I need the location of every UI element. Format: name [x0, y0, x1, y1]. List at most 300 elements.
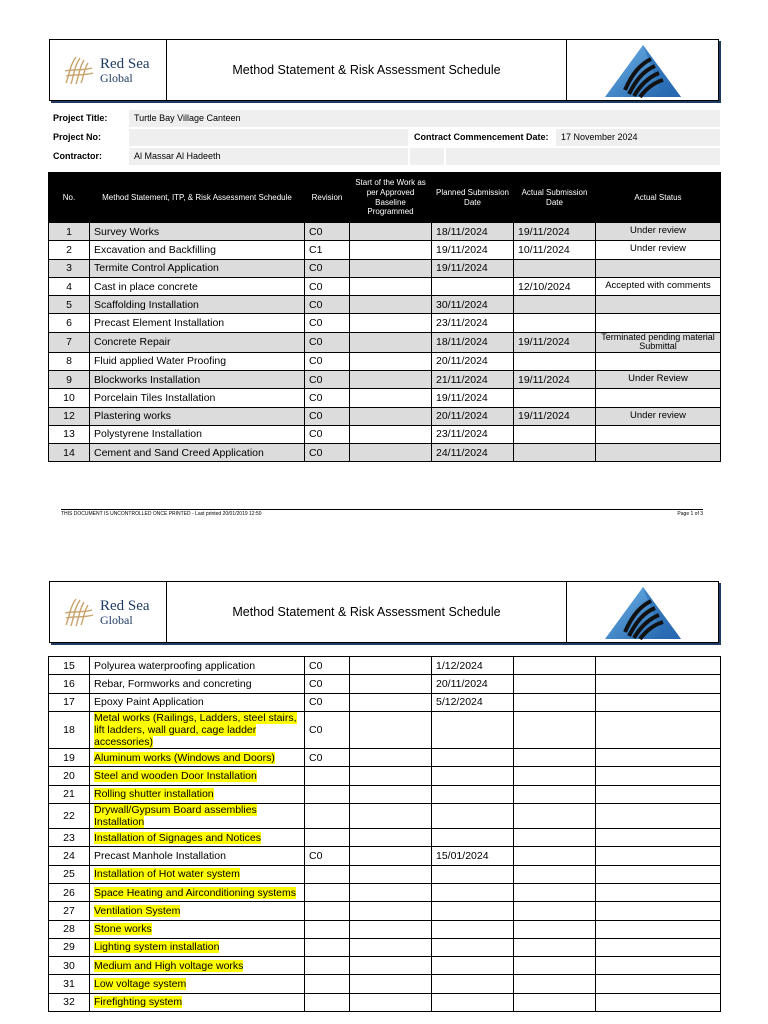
row-number-cell: 22 [49, 803, 90, 828]
table-row [49, 693, 721, 711]
method-statement-name-cell: Plastering works [90, 407, 305, 425]
col-header-method: Method Statement, ITP, & Risk Assessment Schedule [90, 173, 305, 223]
revision-cell [305, 993, 350, 1011]
planned-date-cell: 20/11/2024 [432, 352, 514, 370]
baseline-start-cell [350, 847, 432, 865]
contractor-value: Al Massar Al Hadeeth [129, 148, 408, 165]
project-no-label: Project No: [53, 132, 102, 142]
brand-logo [50, 40, 167, 100]
row-number-cell: 30 [49, 957, 90, 975]
baseline-start-cell [350, 957, 432, 975]
table-row [49, 767, 721, 785]
table-row [49, 711, 721, 748]
row-number-cell: 12 [49, 407, 90, 425]
actual-date-cell [514, 920, 596, 938]
row-number-cell: 17 [49, 693, 90, 711]
col-header-status: Actual Status [596, 173, 721, 223]
actual-date-cell [514, 259, 596, 277]
actual-date-cell [514, 693, 596, 711]
planned-date-cell: 24/11/2024 [432, 444, 514, 462]
table-row [49, 332, 721, 352]
method-statement-name-cell [90, 993, 305, 1011]
planned-date-cell [432, 785, 514, 803]
actual-date-cell: 19/11/2024 [514, 332, 596, 352]
project-title-row [48, 110, 720, 127]
revision-cell: C1 [305, 241, 350, 259]
table-row [49, 785, 721, 803]
schedule-body-page1 [49, 223, 721, 462]
row-number-cell: 6 [49, 314, 90, 332]
row-number-cell: 20 [49, 767, 90, 785]
col-header-actual: Actual Submission Date [514, 173, 596, 223]
actual-status-cell: Terminated pending material Submittal [596, 332, 721, 352]
planned-date-cell: 23/11/2024 [432, 425, 514, 443]
actual-date-cell: 19/11/2024 [514, 407, 596, 425]
highlighted-method-name: Stone works [94, 923, 152, 936]
brand-logo-icon [62, 53, 96, 87]
actual-date-cell [514, 389, 596, 407]
document-title: Method Statement & Risk Assessment Schedule [232, 605, 501, 619]
actual-date-cell [514, 902, 596, 920]
table-row [49, 675, 721, 693]
actual-status-cell [596, 352, 721, 370]
project-no-row [48, 129, 720, 146]
highlighted-method-name: Installation of Hot water system [94, 868, 240, 881]
brand-logo [50, 582, 167, 642]
revision-cell: C0 [305, 711, 350, 748]
revision-cell: C0 [305, 847, 350, 865]
actual-status-cell: Under review [596, 223, 721, 241]
row-number-cell: 13 [49, 425, 90, 443]
method-statement-name-cell: Precast Element Installation [90, 314, 305, 332]
actual-status-cell: Under Review [596, 370, 721, 388]
baseline-start-cell [350, 277, 432, 295]
revision-cell: C0 [305, 749, 350, 767]
actual-date-cell [514, 675, 596, 693]
baseline-start-cell [350, 314, 432, 332]
method-statement-name-cell: Polystyrene Installation [90, 425, 305, 443]
planned-date-cell [432, 902, 514, 920]
actual-status-cell [596, 993, 721, 1011]
baseline-start-cell [350, 352, 432, 370]
revision-cell: C0 [305, 314, 350, 332]
footer-disclaimer: THIS DOCUMENT IS UNCONTROLLED ONCE PRINTED - Last printed 20/01/2019 12:50 [61, 511, 262, 517]
method-statement-name-cell: Fluid applied Water Proofing [90, 352, 305, 370]
method-statement-name-cell [90, 902, 305, 920]
actual-date-cell: 19/11/2024 [514, 223, 596, 241]
actual-status-cell [596, 425, 721, 443]
revision-cell [305, 883, 350, 901]
row-number-cell: 8 [49, 352, 90, 370]
actual-status-cell [596, 902, 721, 920]
project-title-value: Turtle Bay Village Canteen [129, 110, 720, 127]
actual-status-cell [596, 865, 721, 883]
revision-cell: C0 [305, 407, 350, 425]
commencement-label: Contract Commencement Date: [414, 132, 549, 142]
brand-name-line1: Red Sea [100, 597, 150, 614]
actual-status-cell [596, 693, 721, 711]
row-number-cell: 18 [49, 711, 90, 748]
table-row [49, 444, 721, 462]
actual-date-cell [514, 711, 596, 748]
baseline-start-cell [350, 993, 432, 1011]
row-number-cell: 19 [49, 749, 90, 767]
highlighted-method-name: Installation of Signages and Notices [94, 831, 261, 844]
commencement-value: 17 November 2024 [556, 129, 720, 146]
planned-date-cell: 5/12/2024 [432, 693, 514, 711]
planned-date-cell: 18/11/2024 [432, 332, 514, 352]
method-statement-name-cell: Excavation and Backfilling [90, 241, 305, 259]
row-number-cell: 4 [49, 277, 90, 295]
table-row [49, 803, 721, 828]
table-row [49, 241, 721, 259]
revision-cell [305, 785, 350, 803]
actual-status-cell [596, 785, 721, 803]
method-statement-name-cell [90, 785, 305, 803]
table-row [49, 865, 721, 883]
row-number-cell: 23 [49, 829, 90, 847]
revision-cell [305, 767, 350, 785]
actual-status-cell [596, 803, 721, 828]
revision-cell [305, 803, 350, 828]
table-row [49, 749, 721, 767]
table-row [49, 223, 721, 241]
baseline-start-cell [350, 975, 432, 993]
revision-cell [305, 829, 350, 847]
row-number-cell: 16 [49, 675, 90, 693]
highlighted-method-name: Rolling shutter installation [94, 788, 214, 801]
row-number-cell: 9 [49, 370, 90, 388]
baseline-start-cell [350, 444, 432, 462]
revision-cell: C0 [305, 296, 350, 314]
table-row [49, 993, 721, 1011]
revision-cell: C0 [305, 693, 350, 711]
planned-date-cell [432, 993, 514, 1011]
actual-date-cell [514, 938, 596, 956]
highlighted-method-name: Steel and wooden Door Installation [94, 769, 257, 782]
planned-date-cell [432, 975, 514, 993]
footer-page-number: Page 1 of 3 [677, 511, 703, 517]
planned-date-cell [432, 829, 514, 847]
actual-date-cell [514, 352, 596, 370]
table-row [49, 407, 721, 425]
baseline-start-cell [350, 675, 432, 693]
planned-date-cell [432, 865, 514, 883]
table-row [49, 902, 721, 920]
method-statement-name-cell [90, 975, 305, 993]
baseline-start-cell [350, 425, 432, 443]
table-row [49, 425, 721, 443]
baseline-start-cell [350, 407, 432, 425]
row-number-cell: 5 [49, 296, 90, 314]
actual-date-cell [514, 749, 596, 767]
page-footer [61, 509, 703, 517]
baseline-start-cell [350, 767, 432, 785]
row-number-cell: 24 [49, 847, 90, 865]
actual-status-cell [596, 675, 721, 693]
row-number-cell: 10 [49, 389, 90, 407]
highlighted-method-name: Aluminum works (Windows and Doors) [94, 751, 275, 764]
table-row [49, 957, 721, 975]
schedule-table-page2 [48, 656, 721, 1012]
row-number-cell: 3 [49, 259, 90, 277]
planned-date-cell: 19/11/2024 [432, 241, 514, 259]
row-number-cell: 31 [49, 975, 90, 993]
method-statement-name-cell [90, 938, 305, 956]
actual-date-cell [514, 847, 596, 865]
actual-status-cell [596, 444, 721, 462]
emblem [566, 40, 718, 100]
actual-status-cell [596, 749, 721, 767]
revision-cell: C0 [305, 425, 350, 443]
table-row [49, 389, 721, 407]
revision-cell: C0 [305, 259, 350, 277]
actual-status-cell [596, 920, 721, 938]
revision-cell [305, 865, 350, 883]
actual-status-cell [596, 957, 721, 975]
method-statement-name-cell [90, 749, 305, 767]
revision-cell: C0 [305, 223, 350, 241]
highlighted-method-name: Space Heating and Airconditioning systems [94, 886, 296, 899]
row-number-cell: 28 [49, 920, 90, 938]
highlighted-method-name: Firefighting system [94, 996, 183, 1009]
baseline-start-cell [350, 296, 432, 314]
actual-date-cell [514, 865, 596, 883]
planned-date-cell: 20/11/2024 [432, 407, 514, 425]
brand-logo-icon [62, 595, 96, 629]
actual-status-cell: Accepted with comments [596, 277, 721, 295]
planned-date-cell [432, 749, 514, 767]
row-number-cell: 25 [49, 865, 90, 883]
baseline-start-cell [350, 241, 432, 259]
planned-date-cell: 20/11/2024 [432, 675, 514, 693]
baseline-start-cell [350, 902, 432, 920]
method-statement-name-cell [90, 883, 305, 901]
actual-status-cell: Under review [596, 241, 721, 259]
baseline-start-cell [350, 883, 432, 901]
planned-date-cell: 21/11/2024 [432, 370, 514, 388]
blue-triangle-emblem-icon [603, 584, 683, 640]
planned-date-cell [432, 883, 514, 901]
actual-status-cell [596, 259, 721, 277]
revision-cell [305, 957, 350, 975]
page1-header [49, 39, 719, 101]
highlighted-method-name: Lighting system installation [94, 941, 220, 954]
baseline-start-cell [350, 749, 432, 767]
revision-cell [305, 902, 350, 920]
table-row [49, 975, 721, 993]
highlighted-method-name: Low voltage system [94, 978, 187, 991]
planned-date-cell: 15/01/2024 [432, 847, 514, 865]
actual-date-cell: 19/11/2024 [514, 370, 596, 388]
row-number-cell: 15 [49, 657, 90, 675]
blue-triangle-emblem-icon [603, 42, 683, 98]
revision-cell: C0 [305, 352, 350, 370]
revision-cell [305, 975, 350, 993]
schedule-body-page2 [49, 657, 721, 1012]
method-statement-name-cell: Termite Control Application [90, 259, 305, 277]
method-statement-name-cell: Cast in place concrete [90, 277, 305, 295]
method-statement-name-cell: Blockworks Installation [90, 370, 305, 388]
table-header-row [49, 173, 721, 223]
actual-status-cell [596, 296, 721, 314]
planned-date-cell: 19/11/2024 [432, 259, 514, 277]
highlighted-method-name: Medium and High voltage works [94, 959, 244, 972]
method-statement-name-cell: Rebar, Formworks and concreting [90, 675, 305, 693]
col-header-revision: Revision [305, 173, 350, 223]
method-statement-name-cell [90, 920, 305, 938]
method-statement-name-cell [90, 767, 305, 785]
revision-cell: C0 [305, 657, 350, 675]
table-row [49, 259, 721, 277]
actual-date-cell [514, 444, 596, 462]
method-statement-name-cell [90, 803, 305, 828]
revision-cell: C0 [305, 332, 350, 352]
table-row [49, 938, 721, 956]
planned-date-cell: 18/11/2024 [432, 223, 514, 241]
table-row [49, 847, 721, 865]
actual-date-cell [514, 425, 596, 443]
method-statement-name-cell: Scaffolding Installation [90, 296, 305, 314]
highlighted-method-name: Metal works (Railings, Ladders, steel stairs, lift ladders, wall guard, cage ladder accessories) [94, 711, 297, 749]
row-number-cell: 7 [49, 332, 90, 352]
method-statement-name-cell: Survey Works [90, 223, 305, 241]
method-statement-name-cell: Porcelain Tiles Installation [90, 389, 305, 407]
baseline-start-cell [350, 829, 432, 847]
document-title: Method Statement & Risk Assessment Schedule [232, 63, 501, 77]
revision-cell: C0 [305, 370, 350, 388]
method-statement-name-cell [90, 711, 305, 748]
brand-name-line1: Red Sea [100, 55, 150, 72]
contractor-label: Contractor: [53, 151, 102, 161]
actual-date-cell [514, 767, 596, 785]
planned-date-cell [432, 957, 514, 975]
table-row [49, 829, 721, 847]
row-number-cell: 26 [49, 883, 90, 901]
planned-date-cell [432, 711, 514, 748]
method-statement-name-cell [90, 957, 305, 975]
actual-status-cell [596, 711, 721, 748]
actual-date-cell [514, 883, 596, 901]
actual-status-cell [596, 829, 721, 847]
table-row [49, 314, 721, 332]
actual-date-cell [514, 657, 596, 675]
revision-cell: C0 [305, 675, 350, 693]
contractor-row [48, 148, 720, 165]
actual-status-cell [596, 657, 721, 675]
method-statement-name-cell: Precast Manhole Installation [90, 847, 305, 865]
table-row [49, 352, 721, 370]
row-number-cell: 14 [49, 444, 90, 462]
method-statement-name-cell [90, 829, 305, 847]
highlighted-method-name: Drywall/Gypsum Board assemblies Installation [94, 803, 257, 829]
actual-status-cell [596, 847, 721, 865]
actual-date-cell [514, 785, 596, 803]
method-statement-name-cell: Cement and Sand Creed Application [90, 444, 305, 462]
planned-date-cell [432, 277, 514, 295]
table-row [49, 657, 721, 675]
page2-header [49, 581, 719, 643]
brand-name-line2: Global [100, 612, 133, 627]
actual-status-cell [596, 975, 721, 993]
brand-name-line2: Global [100, 70, 133, 85]
schedule-table-page1 [48, 172, 721, 462]
baseline-start-cell [350, 711, 432, 748]
method-statement-name-cell: Polyurea waterproofing application [90, 657, 305, 675]
planned-date-cell: 1/12/2024 [432, 657, 514, 675]
contractor-extra-box [446, 148, 720, 165]
planned-date-cell [432, 938, 514, 956]
planned-date-cell: 19/11/2024 [432, 389, 514, 407]
actual-status-cell: Under review [596, 407, 721, 425]
row-number-cell: 1 [49, 223, 90, 241]
baseline-start-cell [350, 920, 432, 938]
baseline-start-cell [350, 332, 432, 352]
revision-cell [305, 938, 350, 956]
project-title-label: Project Title: [53, 113, 108, 123]
project-no-value [129, 129, 408, 146]
method-statement-name-cell: Epoxy Paint Application [90, 693, 305, 711]
actual-status-cell [596, 938, 721, 956]
baseline-start-cell [350, 370, 432, 388]
method-statement-name-cell: Concrete Repair [90, 332, 305, 352]
table-row [49, 296, 721, 314]
method-statement-name-cell [90, 865, 305, 883]
actual-date-cell: 10/11/2024 [514, 241, 596, 259]
baseline-start-cell [350, 693, 432, 711]
actual-date-cell [514, 957, 596, 975]
actual-date-cell: 12/10/2024 [514, 277, 596, 295]
baseline-start-cell [350, 803, 432, 828]
actual-date-cell [514, 975, 596, 993]
actual-date-cell [514, 296, 596, 314]
baseline-start-cell [350, 223, 432, 241]
table-row [49, 277, 721, 295]
actual-status-cell [596, 883, 721, 901]
table-row [49, 370, 721, 388]
row-number-cell: 32 [49, 993, 90, 1011]
highlighted-method-name: Ventilation System [94, 904, 181, 917]
revision-cell: C0 [305, 444, 350, 462]
planned-date-cell [432, 803, 514, 828]
row-number-cell: 21 [49, 785, 90, 803]
revision-cell: C0 [305, 389, 350, 407]
planned-date-cell [432, 920, 514, 938]
table-row [49, 883, 721, 901]
col-header-no: No. [49, 173, 90, 223]
actual-date-cell [514, 314, 596, 332]
col-header-planned: Planned Submission Date [432, 173, 514, 223]
actual-date-cell [514, 829, 596, 847]
actual-status-cell [596, 389, 721, 407]
table-row [49, 920, 721, 938]
actual-status-cell [596, 767, 721, 785]
row-number-cell: 29 [49, 938, 90, 956]
emblem [566, 582, 718, 642]
contractor-spacer-box [410, 148, 444, 165]
planned-date-cell: 23/11/2024 [432, 314, 514, 332]
actual-status-cell [596, 314, 721, 332]
planned-date-cell [432, 767, 514, 785]
revision-cell: C0 [305, 277, 350, 295]
row-number-cell: 2 [49, 241, 90, 259]
baseline-start-cell [350, 865, 432, 883]
revision-cell [305, 920, 350, 938]
actual-date-cell [514, 993, 596, 1011]
row-number-cell: 27 [49, 902, 90, 920]
baseline-start-cell [350, 938, 432, 956]
actual-date-cell [514, 803, 596, 828]
